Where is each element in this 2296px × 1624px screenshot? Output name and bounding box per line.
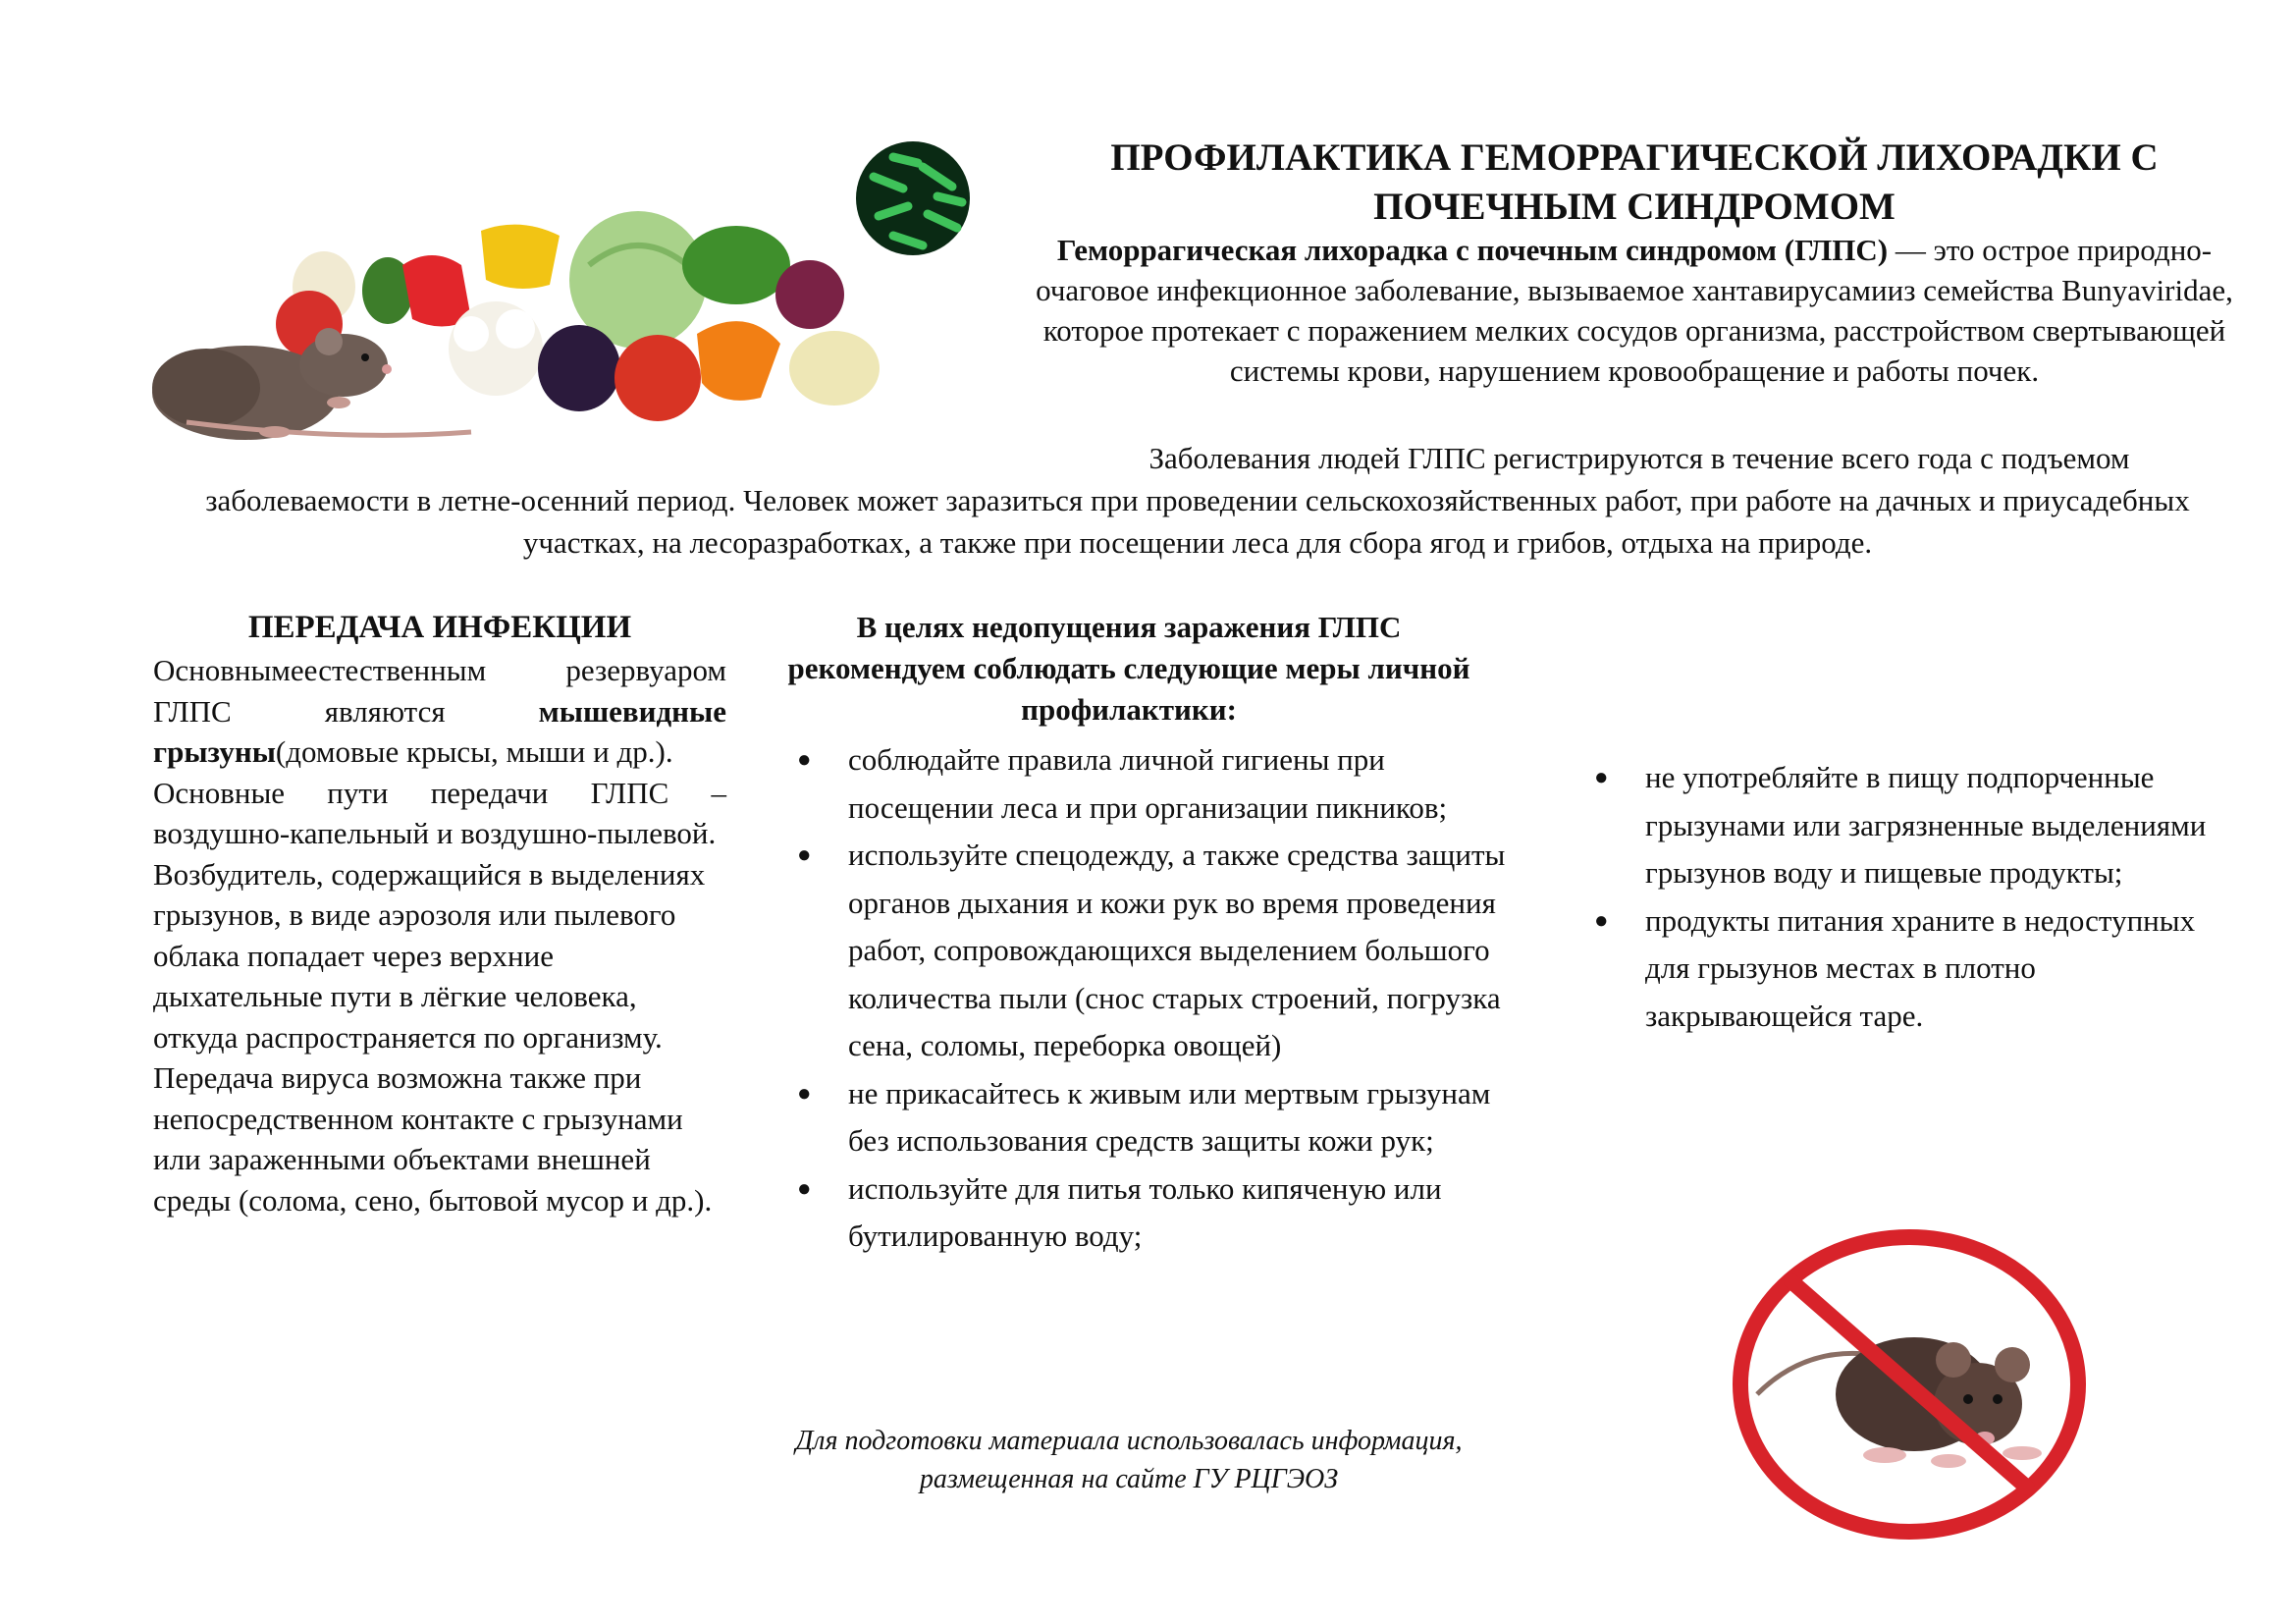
reservoir-text: Основнымеестественным резервуаром ГЛПС являются [153, 653, 726, 729]
pathogen-paragraph: Возбудитель, содержащийся в выделениях грызунов, в виде аэрозоля или пылевого облака попадает через верхние дыхательные пути в лёгкие человека, откуда распространяется по организму. [153, 856, 706, 1055]
bullet-icon: ● [797, 842, 812, 868]
bullet-icon: ● [797, 1175, 812, 1202]
rodents-examples: (домовые крысы, мыши и др.). [275, 734, 673, 769]
page-title: ПРОФИЛАКТИКА ГЕМОРРАГИЧЕСКОЙ ЛИХОРАДКИ С ПОЧЕЧНЫМ СИНДРОМОМ [1110, 136, 2159, 228]
prevention-section [785, 607, 1531, 1261]
list-item [1582, 754, 2230, 897]
bullet-icon: ● [797, 747, 812, 773]
rodents-term: мышевидные грызуны [153, 693, 726, 769]
rat-vegetables-illustration [147, 137, 1011, 471]
food-safety-section [1582, 754, 2230, 1040]
source-note: Для подготовки материала использовалась информация, размещенная на сайте ГУ РЦГЭОЗ [795, 1426, 1463, 1494]
disease-name: Геморрагическая лихорадка с почечным синдромом (ГЛПС) [1056, 233, 1889, 267]
bullet-icon: ● [1594, 907, 1609, 934]
list-item [785, 832, 1531, 1070]
rat-icon [152, 328, 471, 440]
list-item-text: не прикасайтесь к живым или мертвым грызунам без использования средств защиты кожи рук; [848, 1075, 1491, 1158]
list-item-text: используйте спецодежду, а также средства защиты органов дыхания и кожи рук во время проведения работ, сопровождающихся выделением большого количества пыли (снос старых строений, погрузка сена, соломы, переборка овощей) [848, 838, 1506, 1062]
list-item-text: не употребляйте в пищу подпорченные грызунами или загрязненные выделениями грызунов воду и пищевые продукты; [1645, 760, 2207, 890]
seasonality-paragraph-continuation: заболеваемости в летне-осенний период. Человек может заразиться при проведении сельскохозяйственных работ, при работе на дачных и приусадебных участках, на лесоразработках, а также при посещении леса для сбора ягод и грибов, отдыха на природе. [205, 483, 2190, 560]
bullet-icon: ● [797, 1080, 812, 1107]
bacteria-icon [856, 141, 970, 255]
transmission-section [153, 607, 726, 1220]
contact-paragraph: Передача вируса возможна также при непосредственном контакте с грызунами или зараженными объектами внешней среды (солома, сено, бытовой мусор и др.). [153, 1060, 713, 1218]
no-rats-sign-icon [1728, 1227, 2091, 1542]
list-item-text: используйте для питья только кипяченую или бутилированную воду; [848, 1170, 1442, 1253]
list-item [785, 736, 1531, 832]
transmission-routes-paragraph: Основные пути передачи ГЛПС – воздушно-капельный и воздушно-пылевой. [153, 775, 726, 850]
food-safety-list [1582, 754, 2230, 1040]
seasonality-paragraph-start: Заболевания людей ГЛПС регистрируются в течение всего года с подъемом [1148, 441, 2130, 475]
prevention-list [785, 736, 1531, 1261]
transmission-heading: ПЕРЕДАЧА ИНФЕКЦИИ [247, 610, 632, 645]
list-item [785, 1070, 1531, 1165]
list-item [1582, 897, 2230, 1041]
intro-paragraph [1031, 230, 2238, 391]
list-item-text: соблюдайте правила личной гигиены при посещении леса и при организации пикников; [848, 742, 1448, 825]
list-item [785, 1165, 1531, 1261]
reservoir-paragraph [153, 650, 726, 773]
bullet-icon: ● [1594, 765, 1609, 790]
prevention-heading: В целях недопущения заражения ГЛПС рекомендуем соблюдать следующие меры личной профилактики: [787, 610, 1470, 727]
disease-description: — это острое природно-очаговое инфекционное заболевание, вызываемое хантавирусамииз семейства Bunyaviridae, которое протекает с поражением мелких сосудов организма, расстройством свертывающей системы крови, нарушением кровообращение и работы почек. [1036, 233, 2233, 388]
list-item-text: продукты питания храните в недоступных для грызунов местах в плотно закрывающейся таре. [1645, 902, 2196, 1033]
